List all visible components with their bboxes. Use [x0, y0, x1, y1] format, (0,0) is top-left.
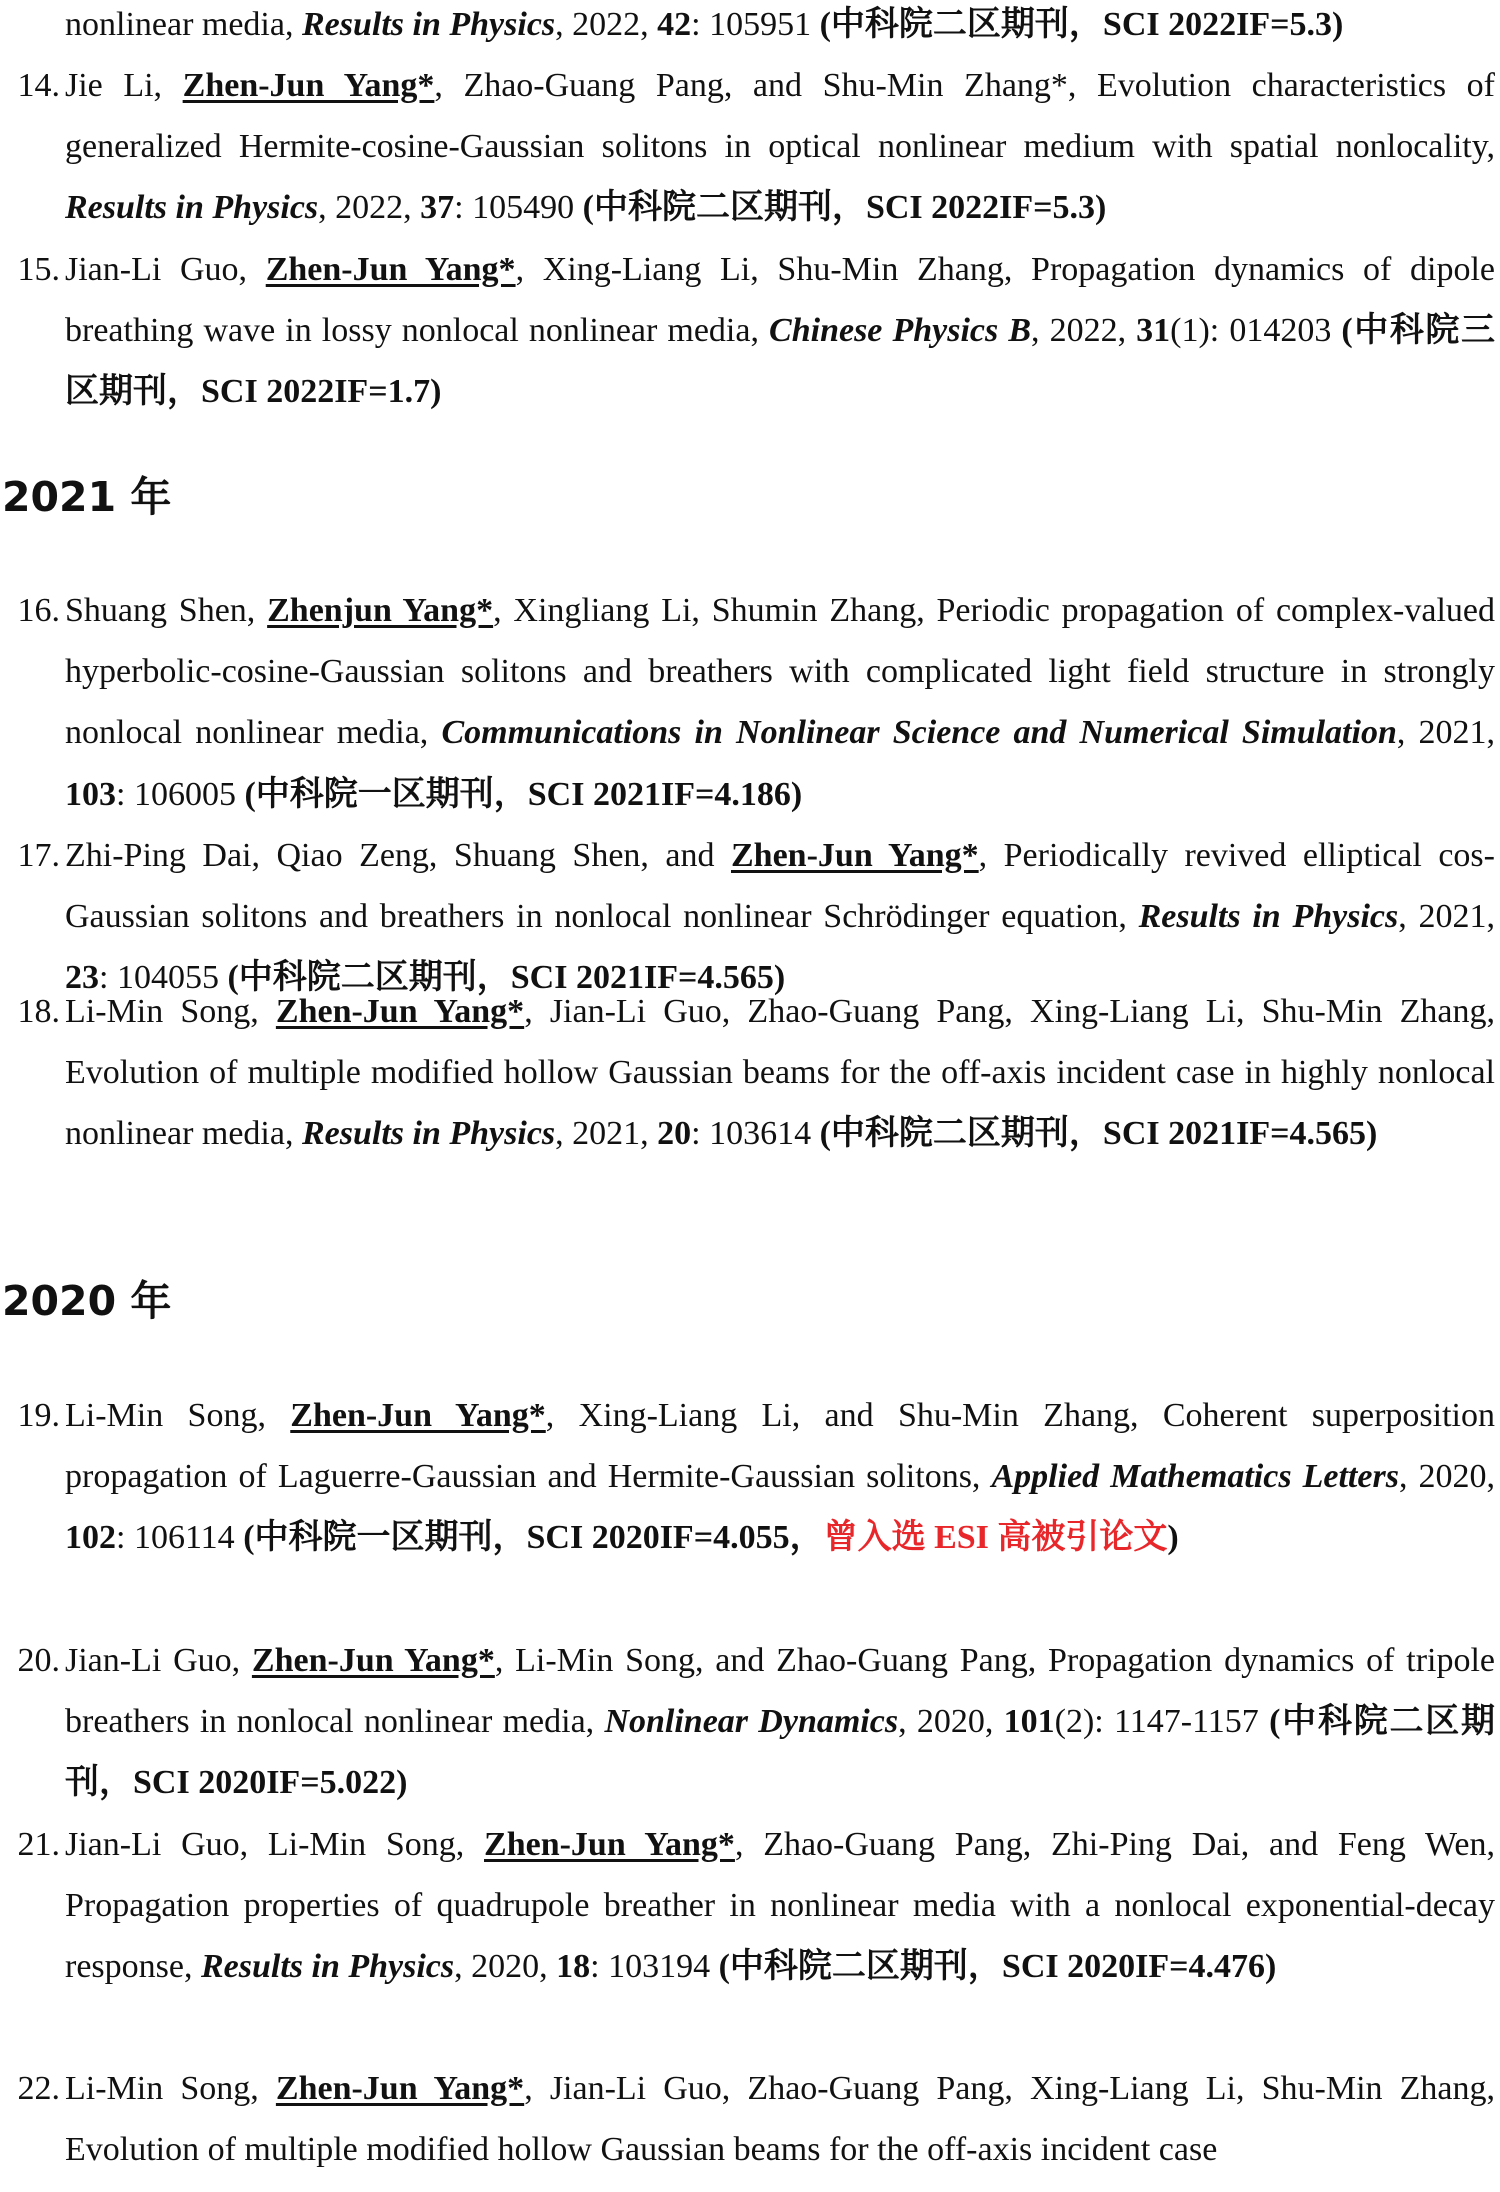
text-segment: , Jian-Li Guo, Zhao-Guang Pang, Xing-Liang Li, Shu-Min Zhang, Evolution of multiple modified hollow Gaussian beams for the off-axis incident case in highly nonlocal nonlinear media,	[65, 993, 1496, 1153]
text-segment: Li-Min Song,	[65, 2070, 276, 2107]
entry-text	[65, 55, 1495, 239]
entry-number: 18.	[17, 993, 60, 1030]
author-highlight: Zhen-Jun Yang*	[731, 837, 979, 874]
entry-number: 16.	[17, 592, 60, 629]
entry-text	[65, 981, 1495, 1165]
journal-name: Nonlinear Dynamics	[604, 1703, 899, 1741]
entry-number: 20.	[17, 1642, 60, 1679]
bold-segment: )	[1167, 1519, 1179, 1557]
bold-segment: (中科院二区期刊，SCI 2021IF=4.565)	[227, 959, 786, 997]
text-segment: , Xing-Liang Li, and Shu-Min Zhang, Coherent superposition propagation of Laguerre-Gaussian and Hermite-Gaussian solitons,	[65, 1397, 1496, 1496]
text-segment: Jie Li,	[65, 67, 183, 104]
entry-number: 19.	[17, 1397, 60, 1434]
text-segment: : 105490	[454, 189, 583, 227]
text-segment: , Jian-Li Guo, Zhao-Guang Pang, Xing-Liang Li, Shu-Min Zhang, Evolution of multiple modified hollow Gaussian beams for the off-axis incident case	[65, 2070, 1496, 2169]
entry-text	[65, 1630, 1495, 1814]
entry-text	[65, 239, 1495, 423]
text-segment: (1): 014203	[1170, 312, 1342, 350]
bold-segment: (中科院三区期刊，SCI 2022IF=1.7)	[65, 312, 1495, 411]
year-heading: 2021 年	[2, 473, 172, 521]
text-segment: : 104055	[99, 959, 228, 997]
text-segment: : 103194	[590, 1948, 719, 1986]
text-segment: , Xingliang Li, Shumin Zhang, Periodic propagation of complex-valued hyperbolic-cosine-Gaussian solitons and breathers with complicated light field structure in strongly nonlocal nonlinear media,	[65, 592, 1495, 752]
bold-segment: 102	[65, 1519, 116, 1557]
journal-name: Results in Physics	[301, 6, 556, 43]
text-segment: : 106114	[116, 1519, 244, 1557]
entry-number: 17.	[17, 837, 60, 874]
author-highlight: Zhen-Jun Yang*	[275, 2070, 525, 2107]
bold-segment: 37	[420, 189, 455, 227]
text-segment: , 2022,	[1031, 312, 1137, 350]
text-segment: Shuang Shen,	[65, 592, 268, 629]
entry-number: 21.	[17, 1826, 60, 1863]
author-highlight: Zhen-Jun Yang*	[275, 993, 525, 1030]
bold-segment: (中科院二区期刊，SCI 2020IF=4.476)	[718, 1948, 1277, 1986]
author-highlight: Zhen-Jun Yang*	[265, 251, 516, 288]
bold-segment: (中科院一区期刊，SCI 2020IF=4.055，	[243, 1519, 824, 1557]
journal-name: Chinese Physics B	[769, 312, 1031, 350]
text-segment: , Xing-Liang Li, Shu-Min Zhang, Propagation dynamics of dipole breathing wave in lossy nonlocal nonlinear media,	[65, 251, 1495, 350]
journal-name: Applied Mathematics Letters	[991, 1458, 1399, 1496]
bold-segment: 101	[1003, 1703, 1055, 1741]
author-highlight: Zhenjun Yang*	[267, 592, 494, 629]
author-highlight: Zhen-Jun Yang*	[484, 1826, 735, 1863]
text-segment: : 103614	[691, 1115, 820, 1153]
entry-text	[65, 0, 1495, 55]
text-segment: Li-Min Song,	[65, 1397, 291, 1434]
bold-segment: 31	[1136, 312, 1171, 350]
journal-name: Results in Physics	[1138, 898, 1399, 936]
text-segment: , Li-Min Song, and Zhao-Guang Pang, Propagation dynamics of tripole breathers in nonlocal nonlinear media,	[65, 1642, 1495, 1741]
bold-segment: (中科院二区期刊，SCI 2022IF=5.3)	[819, 6, 1344, 43]
journal-name: Results in Physics	[200, 1948, 455, 1986]
journal-name: Results in Physics	[65, 189, 319, 227]
text-segment: , 2020,	[454, 1948, 557, 1986]
bold-segment: 42	[657, 6, 692, 43]
text-segment: , 2021,	[1396, 714, 1496, 752]
text-segment: , 2020,	[1398, 1458, 1495, 1496]
entry-number: 22.	[17, 2070, 60, 2107]
journal-name: Communications in Nonlinear Science and Numerical Simulation	[441, 714, 1397, 752]
text-segment: Li-Min Song,	[65, 993, 276, 1030]
bold-segment: (中科院二区期刊，SCI 2022IF=5.3)	[582, 189, 1107, 227]
bold-segment: 18	[556, 1948, 591, 1986]
text-segment: , 2022,	[555, 6, 658, 43]
entry-text	[65, 1814, 1495, 1998]
text-segment: (2): 1147-1157	[1054, 1703, 1270, 1741]
bold-segment: 20	[657, 1115, 692, 1153]
text-segment: Zhi-Ping Dai, Qiao Zeng, Shuang Shen, and	[65, 837, 731, 874]
entry-number: 15.	[17, 251, 60, 288]
text-segment: : 105951	[691, 6, 820, 43]
text-segment: , Periodically revived elliptical cos-Gaussian solitons and breathers in nonlocal nonlinear Schrödinger equation,	[65, 837, 1495, 936]
bold-segment: (中科院二区期刊，SCI 2021IF=4.565)	[819, 1115, 1378, 1153]
text-segment: Jian-Li Guo, Li-Min Song,	[65, 1826, 485, 1863]
text-segment: , 2020,	[898, 1703, 1004, 1741]
text-segment: , 2021,	[555, 1115, 658, 1153]
entry-text	[65, 2058, 1495, 2180]
bold-segment: 103	[65, 775, 116, 813]
text-segment: , 2022,	[318, 189, 421, 227]
year-heading: 2020 年	[2, 1277, 172, 1325]
text-segment: Jian-Li Guo,	[65, 251, 266, 288]
author-highlight: Zhen-Jun Yang*	[251, 1642, 495, 1679]
bold-segment: (中科院二区期刊，SCI 2020IF=5.022)	[65, 1703, 1496, 1802]
text-segment: : 106005	[116, 775, 245, 813]
bold-segment: (中科院一区期刊，SCI 2021IF=4.186)	[244, 775, 803, 813]
journal-name: Results in Physics	[301, 1115, 556, 1153]
text-segment: , Zhao-Guang Pang, and Shu-Min Zhang*, Evolution characteristics of generalized Hermite-cosine-Gaussian solitons in optical nonlinear medium with spatial nonlocality,	[65, 67, 1495, 166]
esi-highlight: 曾入选 ESI 高被引论文	[823, 1519, 1168, 1557]
text-segment: Jian-Li Guo,	[65, 1642, 252, 1679]
entry-number: 14.	[17, 67, 60, 104]
author-highlight: Zhen-Jun Yang*	[290, 1397, 546, 1434]
text-segment: , Zhao-Guang Pang, Zhi-Ping Dai, and Feng Wen, Propagation properties of quadrupole breather in nonlinear media with a nonlocal exponential-decay response,	[65, 1826, 1495, 1986]
entry-text	[65, 1385, 1495, 1569]
text-segment: , 2021,	[1398, 898, 1496, 936]
author-highlight: Zhen-Jun Yang*	[182, 67, 435, 104]
text-segment: nonlinear media,	[65, 6, 302, 43]
entry-text	[65, 580, 1495, 825]
bold-segment: 23	[65, 959, 99, 997]
